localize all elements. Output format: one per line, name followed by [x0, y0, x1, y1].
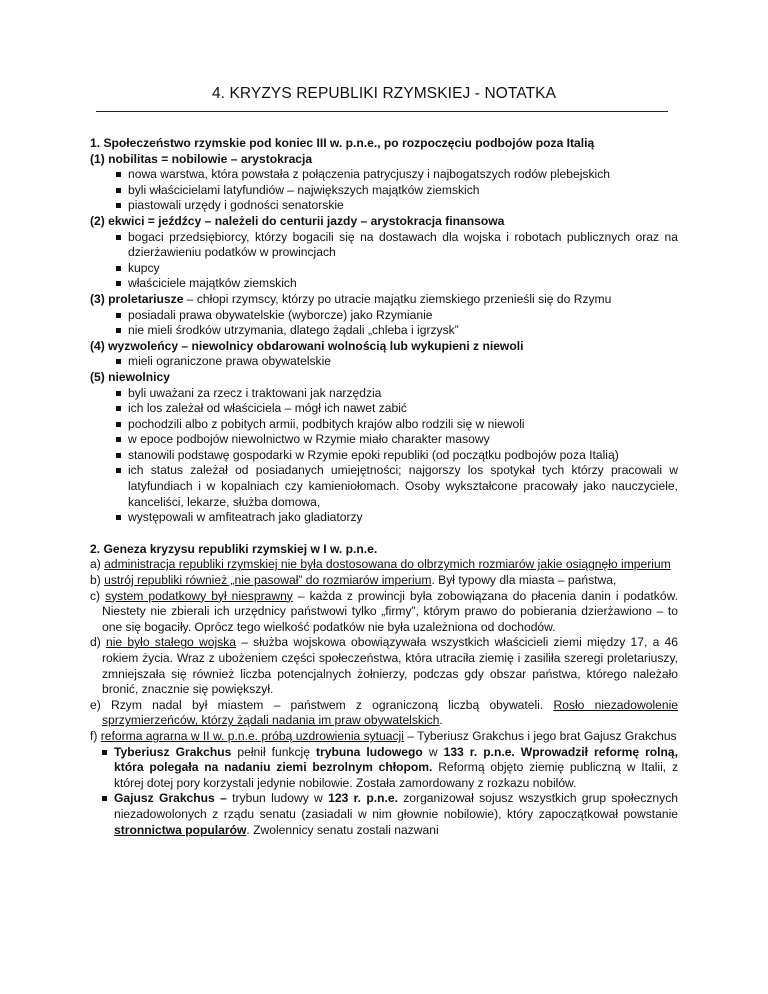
- gajusz-name: Gajusz Grakchus –: [114, 791, 227, 806]
- point-d-underlined: nie było stałego wojska: [105, 635, 236, 650]
- tyberiusz-office: trybuna ludowego: [316, 744, 423, 759]
- list-item: pochodzili albo z pobitych armii, podbitych krajów albo rodzili się w niewoli: [90, 417, 678, 433]
- list-item: ich los zależał od właściciela – mógł ich nawet zabić: [90, 401, 678, 417]
- group-4-heading: (4) wyzwoleńcy – niewolnicy obdarowani wolnością lub wykupieni z niewoli: [90, 338, 524, 353]
- group-1-heading: (1) nobilitas = nobilowie – arystokracja: [90, 151, 313, 166]
- section-2: [90, 542, 678, 838]
- group-4-list: [90, 354, 678, 370]
- point-d-text: – służba wojskowa obowiązywała wszystkich właścicieli ziemi między 17, a 46 rokiem życia. Wraz z ubożeniem części społeczeństwa, która utraciła ziemię i zasiliła szeregi proletariuszy, zmniejszała się również liczba potencjalnych żołnierzy, podczas gdy obszar państwa, którego należało bronić, znacznie się powiększył.: [102, 635, 678, 697]
- list-item: mieli ograniczone prawa obywatelskie: [90, 354, 678, 370]
- point-a: [90, 557, 678, 573]
- tyberiusz-name: Tyberiusz Grakchus: [114, 744, 232, 759]
- point-a-prefix: a): [90, 557, 105, 572]
- point-e: [90, 698, 678, 729]
- list-item: byli właścicielami latyfundiów – największych majątków ziemskich: [90, 183, 678, 199]
- point-c-underlined: system podatkowy był niesprawny: [105, 588, 293, 603]
- group-3-description: – chłopi rzymscy, którzy po utracie majątku ziemskiego przenieśli się do Rzymu: [183, 291, 612, 306]
- list-item: występowali w amfiteatrach jako gladiatorzy: [90, 510, 678, 526]
- group-2-heading: (2) ekwici = jeźdźcy – należeli do centurii jazdy – arystokracja finansowa: [90, 213, 505, 228]
- section-2-heading: 2. Geneza kryzysu republiki rzymskiej w I w. p.n.e.: [90, 541, 378, 556]
- group-2-list: [90, 230, 678, 292]
- list-item: w epoce podbojów niewolnictwo w Rzymie miało charakter masowy: [90, 432, 678, 448]
- group-1-list: [90, 167, 678, 214]
- gajusz-year: 123 r. p.n.e.: [328, 791, 398, 806]
- point-c: [90, 589, 678, 636]
- point-c-text: – każda z prowincji była zobowiązana do płacenia danin i podatków. Niestety nie zbierali ich urzędnicy państwowi tylko „firmy”, którym prawo do pobierania dzierżawiono – to one się bogaciły. Oprócz tego wielkość podatków nie była uzależniona od dochodów.: [102, 588, 678, 634]
- gajusz-text-3: . Zwolennicy senatu zostali nazwani: [246, 822, 439, 837]
- point-c-prefix: c): [90, 588, 106, 603]
- point-e-text: .: [439, 713, 443, 728]
- gajusz-faction: stronnictwa popularów: [114, 822, 247, 837]
- point-f-text: – Tyberiusz Grakchus i jego brat Gajusz Grakchus: [403, 728, 677, 743]
- section-1-heading: 1. Społeczeństwo rzymskie pod koniec III w. p.n.e., po rozpoczęciu podbojów poza Italią: [90, 136, 595, 150]
- gajusz-text-2: zorganizował sojusz wszystkich grup społecznych niezadowolonych z rządu senatu (zasiadali w nim głownie nobilowie), który zapoczątkował powstanie: [114, 791, 678, 821]
- group-3-term: (3) proletariusze: [90, 291, 184, 306]
- list-item: ich status zależał od posiadanych umiejętności; najgorszy los spotykał tych którzy pracowali w latyfundiach i w kopalniach czy kamieniołomach. Osoby wykształcone pracowały jako nauczyciele, kanceliści, lekarze, służba domowa,: [90, 463, 678, 510]
- section-1: [90, 136, 678, 526]
- tyberiusz-item: [90, 745, 678, 792]
- point-a-underlined: administracja republiki rzymskiej nie była dostosowana do olbrzymich rozmiarów jakie osiągnęło imperium: [104, 557, 671, 572]
- point-d: [90, 635, 678, 697]
- point-b: [90, 573, 678, 589]
- point-f-underlined: reforma agrarna w II w. p.n.e. próbą uzdrowienia sytuacji: [100, 728, 404, 743]
- list-item: posiadali prawa obywatelskie (wyborcze) jako Rzymianie: [90, 308, 678, 324]
- point-d-prefix: d): [90, 635, 106, 650]
- point-f-prefix: f): [90, 728, 101, 743]
- grakchus-list: [90, 745, 678, 839]
- document-page: [90, 84, 678, 838]
- group-5-heading: (5) niewolnicy: [90, 369, 170, 384]
- gajusz-item: [90, 791, 678, 838]
- point-e-prefix: e) Rzym nadal był miastem – państwem z ograniczoną liczbą obywateli.: [90, 697, 554, 712]
- point-b-underlined: ustrój republiki również „nie pasował” do rozmiarów imperium: [104, 573, 432, 588]
- tyberiusz-text-1: pełnił funkcję: [231, 744, 316, 759]
- list-item: byli uważani za rzecz i traktowani jak narzędzia: [90, 386, 678, 402]
- tyberiusz-text-2: w: [422, 744, 444, 759]
- point-b-prefix: b): [90, 573, 105, 588]
- group-5-list: [90, 386, 678, 526]
- tyberiusz-reform: 133 r. p.n.e. Wprowadził reformę rolną, która polegała na nadaniu ziemi bezrolnym chłopom.: [114, 744, 678, 775]
- point-f: [90, 729, 678, 745]
- page-title: 4. KRYZYS REPUBLIKI RZYMSKIEJ - NOTATKA: [211, 85, 557, 102]
- list-item: nie mieli środków utrzymania, dlatego żądali „chleba i igrzysk”: [90, 323, 678, 339]
- list-item: właściciele majątków ziemskich: [90, 276, 678, 292]
- point-b-text: . Był typowy dla miasta – państwa,: [431, 573, 617, 588]
- gajusz-text-1: trybun ludowy w: [226, 791, 329, 806]
- list-item: nowa warstwa, która powstała z połączenia patrycjuszy i najbogatszych rodów plebejskich: [90, 167, 678, 183]
- list-item: bogaci przedsiębiorcy, którzy bogacili się na dostawach dla wojska i robotach publicznych oraz na dzierżawieniu podatków w prowincjach: [90, 230, 678, 261]
- group-3-list: [90, 308, 678, 339]
- list-item: piastowali urzędy i godności senatorskie: [90, 198, 678, 214]
- list-item: kupcy: [90, 261, 678, 277]
- list-item: stanowili podstawę gospodarki w Rzymie epoki republiki (od początku podbojów poza Italią): [90, 448, 678, 464]
- point-e-underlined: Rosło niezadowolenie sprzymierzeńców, którzy żądali nadania im praw obywatelskich: [102, 697, 678, 728]
- group-3-heading: [90, 292, 678, 308]
- tyberiusz-text-3: Reformą objęto ziemię publiczną w Italii, z której dotej pory korzystali jedynie nobilowie. Została zamordowany z rozkazu nobilów.: [114, 760, 678, 790]
- title-divider: [96, 105, 668, 112]
